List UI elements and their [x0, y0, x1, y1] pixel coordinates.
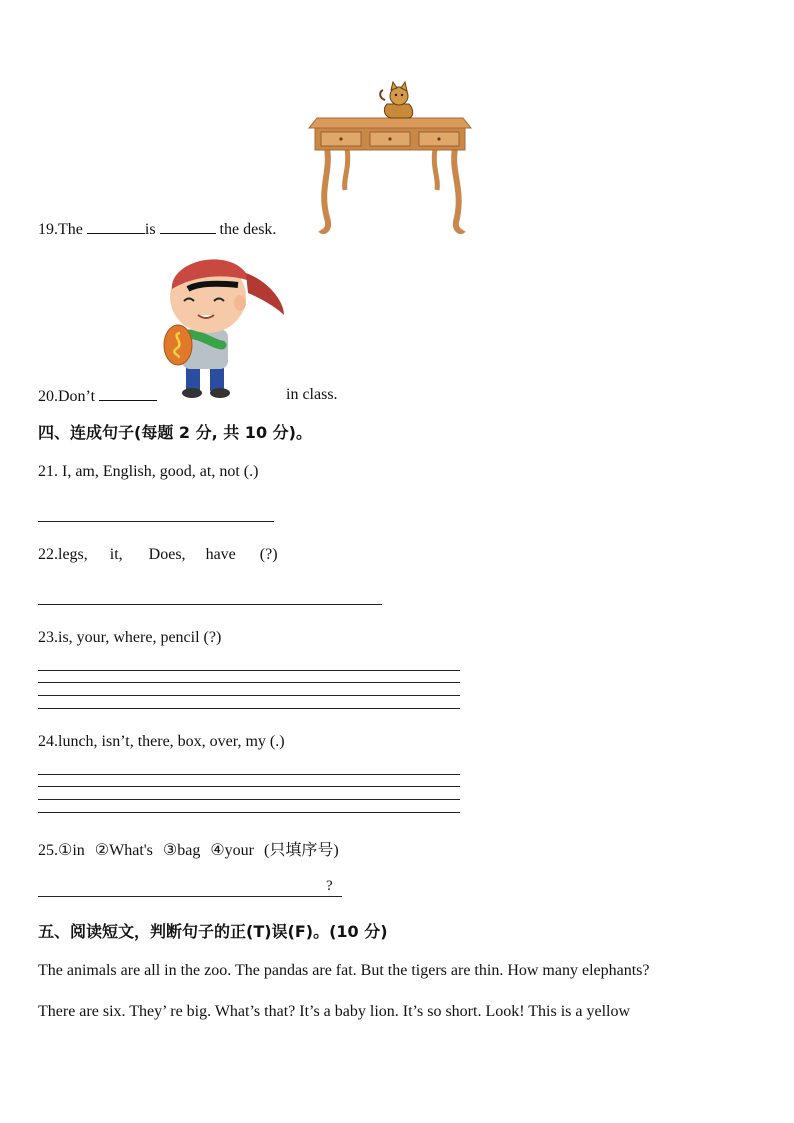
question-25: 25.①in ②What's ③bag ④your (只填序号)	[38, 842, 339, 859]
question-20	[38, 386, 157, 406]
section-4-heading: 四、连成句子(每题 2 分, 共 10 分)。	[38, 423, 312, 442]
q22-number: 22.	[38, 546, 58, 563]
q20-rest: in class.	[286, 386, 338, 403]
q22-word-1: legs,	[58, 546, 88, 563]
section-5-heading: 五、阅读短文，判断句子的正(T)误(F)。(10 分)	[38, 922, 388, 941]
question-21: 21. I, am, English, good, at, not (.)	[38, 463, 259, 480]
q24-writing-line-2[interactable]	[38, 786, 460, 787]
q22-word-2: it,	[109, 546, 123, 563]
question-24: 24.lunch, isn’t, there, box, over, my (.)	[38, 733, 285, 750]
q19-blank-2[interactable]	[160, 219, 216, 234]
q22-word-5: (?)	[259, 546, 278, 563]
cat-on-desk-illustration	[305, 78, 475, 236]
passage-line-1: The animals are all in the zoo. The pandas are fat. But the tigers are thin. How many elephants?	[38, 962, 650, 979]
desk-leg-right-inner	[434, 148, 437, 190]
desk-leg-left-inner	[345, 148, 348, 190]
q23-writing-line-2[interactable]	[38, 682, 460, 683]
q22-word-4: have	[205, 546, 236, 563]
q20-word-dont: Don’t	[58, 388, 96, 405]
q22-answer-line[interactable]	[38, 604, 382, 605]
q21-answer-line[interactable]	[38, 521, 274, 522]
desk-leg-right	[454, 148, 463, 231]
desk-top	[309, 118, 471, 128]
q23-writing-line-1[interactable]	[38, 670, 460, 671]
q19-word-is: is	[144, 221, 156, 238]
q24-writing-line-3[interactable]	[38, 799, 460, 800]
question-22	[38, 546, 278, 564]
desk-leg-left	[321, 148, 328, 231]
q22-word-3: Does,	[148, 546, 186, 563]
q19-blank-1[interactable]	[87, 219, 145, 234]
q19-rest: the desk.	[219, 221, 277, 238]
bag-icon	[164, 325, 192, 365]
cat-icon	[380, 82, 413, 118]
passage-line-2: There are six. They’ re big. What’s that? It’s a baby lion. It’s so short. Look! This is a yellow	[38, 1003, 631, 1020]
q24-writing-line-1[interactable]	[38, 774, 460, 775]
q20-blank[interactable]	[99, 386, 157, 401]
boy-with-cap-illustration	[158, 245, 290, 400]
q25-answer-line[interactable]	[38, 896, 342, 897]
q20-number: 20.	[38, 388, 58, 405]
q23-writing-line-4[interactable]	[38, 708, 460, 709]
q19-word-the: The	[58, 221, 83, 238]
q24-writing-line-4[interactable]	[38, 812, 460, 813]
question-23: 23.is, your, where, pencil (?)	[38, 629, 222, 646]
q25-question-mark: ?	[326, 878, 333, 894]
question-19	[38, 219, 276, 239]
q23-writing-line-3[interactable]	[38, 695, 460, 696]
q19-number: 19.	[38, 221, 58, 238]
